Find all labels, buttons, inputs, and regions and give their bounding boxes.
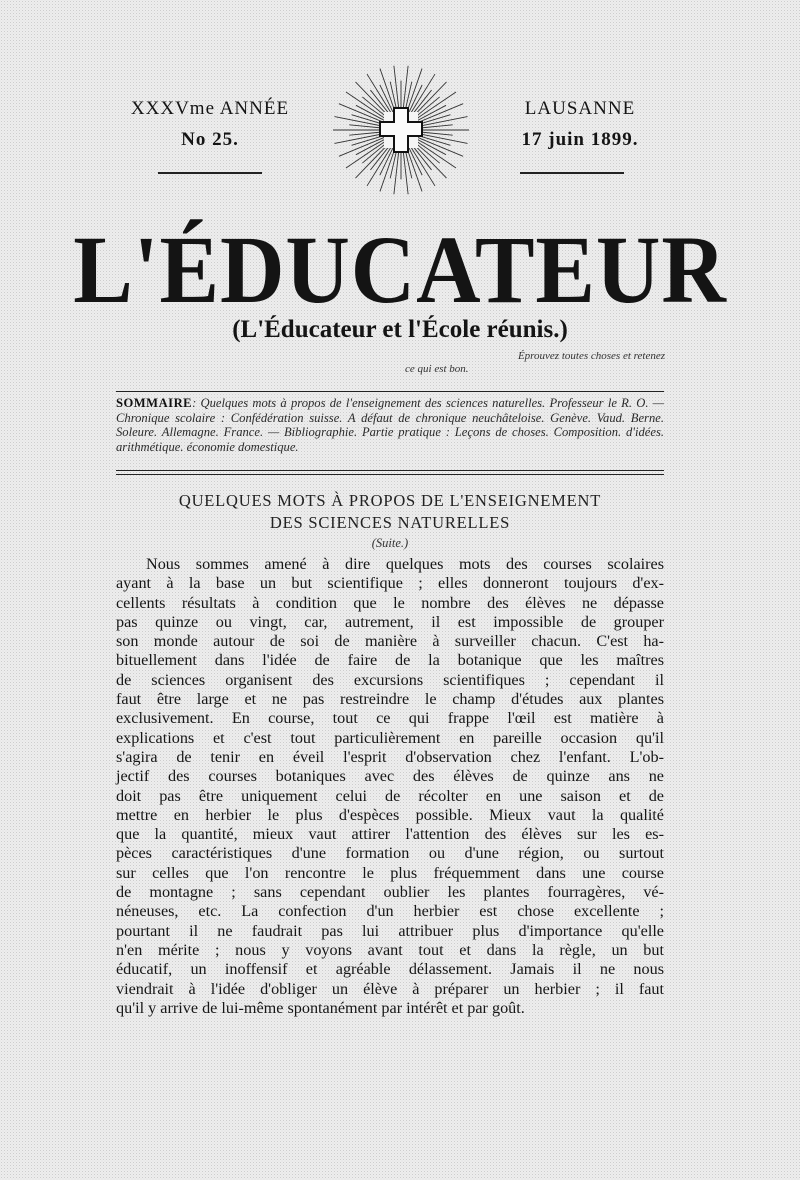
masthead-rule-right xyxy=(520,172,624,174)
article-title-line: QUELQUES MOTS À PROPOS DE L'ENSEIGNEMENT xyxy=(178,491,602,510)
article-line: jectif des courses botaniques avec des élèves de quinze ans ne xyxy=(116,767,664,786)
newspaper-title: L'ÉDUCATEUR xyxy=(73,216,727,323)
masthead-rule-left xyxy=(158,172,262,174)
article-line: faut être large et ne pas restreindre le champ d'études aux plantes xyxy=(116,690,664,709)
divider xyxy=(116,474,664,475)
masthead-right xyxy=(480,98,680,154)
article-line: doit pas être uniquement celui de récolter en une saison et de xyxy=(116,786,664,805)
divider xyxy=(116,470,664,471)
article-line: qu'il y arrive de lui-même spontanément par intérêt et par goût. xyxy=(116,998,525,1017)
sommaire-text: : Quelques mots à propos de l'enseignement des sciences naturelles. Professeur le R. O. — Chronique scolaire : Confédération suisse. A défaut de chronique neuchâteloise. Genève. Vaud. Berne. Soleure. Allemagne. France. — Bibliographie. Partie pratique : Leçons de choses. Composition. d'idées. arithmétique. économie domestique. xyxy=(116,396,664,454)
issue-date: 17 juin 1899. xyxy=(521,129,639,150)
article-continuation-note: (Suite.) xyxy=(371,536,409,550)
article-line: Nous sommes amené à dire quelques mots des courses scolaires xyxy=(146,555,664,573)
table-of-contents xyxy=(116,396,664,454)
motto-line: ce qui est bon. xyxy=(405,363,469,375)
article-line: néneuses, etc. La confection d'un herbier est chose excellente ; xyxy=(116,902,664,921)
article-line: bituellement dans l'idée de faire de la botanique que les maîtres xyxy=(116,651,664,670)
article-line: exclusivement. En course, tout ce qui frappe l'œil est matière à xyxy=(116,709,664,728)
article-body xyxy=(116,555,664,1018)
article-line: son monde autour de soi de manière à surveiller chacun. C'est ha- xyxy=(116,632,664,651)
article-line: n'en mérite ; nous y voyons avant tout et dans la règle, un but xyxy=(116,940,664,959)
article-line: pas quinze ou vingt, car, autrement, il est impossible de grouper xyxy=(116,612,664,631)
swiss-cross-emblem-icon xyxy=(318,60,484,200)
article-line: pèces caractéristiques d'une formation ou d'une région, ou surtout xyxy=(116,844,664,863)
newspaper-subtitle: (L'Éducateur et l'École réunis.) xyxy=(232,316,568,343)
article-line: s'agira de tenir en éveil l'esprit d'observation chez l'enfant. L'ob- xyxy=(116,747,664,766)
issue-number: No 25. xyxy=(181,129,239,150)
masthead-left xyxy=(110,98,310,154)
city: LAUSANNE xyxy=(524,98,636,119)
article-title xyxy=(116,490,664,534)
article-line: que la quantité, mieux vaut attirer l'attention des élèves sur les es- xyxy=(116,825,664,844)
article-line: explications et c'est tout particulièrement en pareille occasion qu'il xyxy=(116,728,664,747)
article-line: de sciences organisent des excursions scientifiques ; cependant il xyxy=(116,670,664,689)
article-line: viendrait à l'idée d'obliger un élève à préparer un herbier ; il faut xyxy=(116,979,664,998)
article-line: cellents résultats à condition que le nombre des élèves ne dépasse xyxy=(116,593,664,612)
article-line: pourtant il ne faudrait pas lui attribuer plus d'importance qu'elle xyxy=(116,921,664,940)
article-line: de montagne ; sans cependant oublier les plantes fourragères, vé- xyxy=(116,883,664,902)
article-title-line: DES SCIENCES NATURELLES xyxy=(269,513,511,532)
divider xyxy=(116,391,664,392)
motto-line: Éprouvez toutes choses et retenez xyxy=(517,350,665,362)
article-line: mettre en herbier le plus d'espèces possible. Mieux vaut la qualité xyxy=(116,805,664,824)
article-line: éducatif, un inoffensif et agréable délassement. Jamais il ne nous xyxy=(116,960,664,979)
article-line: ayant à la base un but scientifique ; elles donneront toujours d'ex- xyxy=(116,574,664,593)
volume-year: XXXVme ANNÉE xyxy=(130,98,290,119)
sommaire-label: SOMMAIRE xyxy=(116,396,193,410)
article-line: sur celles que l'on rencontre le plus fréquemment dans une course xyxy=(116,863,664,882)
motto xyxy=(405,350,665,376)
